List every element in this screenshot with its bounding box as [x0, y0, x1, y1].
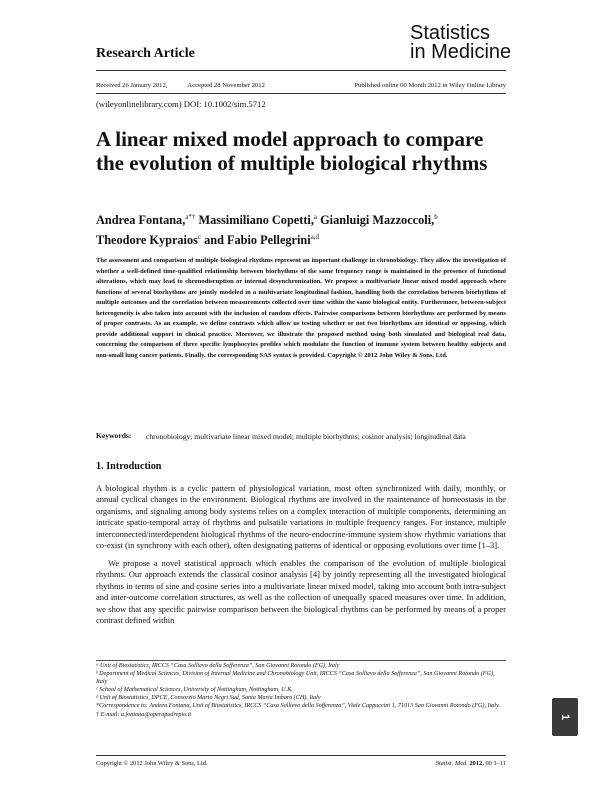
header-rule	[96, 70, 506, 71]
keywords-text: chronobiology; multivariate linear mixed model; multiple biorhythms; cosinor analysis; longitudinal data	[146, 432, 466, 441]
author-pellegrini: and Fabio Pellegrini$^{a,d}$	[204, 233, 320, 247]
intro-paragraph-2: We propose a novel statistical approach which enables the comparison of the evolution of multiple biological rhythms. Our approach extends the classical cosinor analysis [4] by jointly representing all the investigated biological rhythms in terms of sine and cosine series into a multivariate linear mixed model, taking into account both intra-subject and inter-outcome correlation structures, as well as the collection of unequally spaced measures over time. In addition, we show that any specific pairwise comparison between the biological rhythms can be performed by means of a proper contrast defined within	[96, 557, 506, 625]
footnote-correspondence: *Correspondence to: Andrea Fontana, Unit of Biostatistics, IRCCS “Casa Sollievo della Sofferenza”, Viale Cappuccini 1, 71013 San Giovanni Rotondo (FG), Italy.	[96, 703, 500, 710]
journal-name-line1: Statistics	[410, 22, 491, 44]
footer-rule	[96, 755, 506, 756]
footnotes	[96, 662, 506, 719]
intro-body	[96, 483, 506, 632]
footnote-affiliation-a: ᵃ Unit of Biostatistics, IRCCS “Casa Sollievo della Sofferenza”, San Giovanni Rotondo (FG), Italy	[96, 663, 340, 669]
page-number: 1	[559, 713, 571, 721]
author-fontana: Andrea Fontana,$^{a*\dagger}$	[96, 213, 196, 227]
footnote-affiliation-c: ᶜ School of Mathematical Sciences, University of Nottingham, Nottingham, U.K.	[96, 687, 293, 694]
journal-name-line2: in Medicine	[410, 41, 512, 63]
author-copetti: Massimiliano Copetti,$^a$	[198, 213, 318, 227]
author-mazzoccoli: Gianluigi Mazzoccoli,$^b$	[320, 213, 438, 227]
footnote-affiliation-d: ᵈ Unit of Biostatistics, DPCE, Consorzio Mario Negri Sud, Santa Maria Imbaro (CH), Italy	[96, 695, 321, 702]
journal-logo	[410, 24, 511, 62]
intro-paragraph-1: A biological rhythm is a cyclic pattern of physiological variation, most often synchronized with daily, monthly, or annual cyclical changes in the environment. Biological rhythms are involved in the maintenance of homeostasis in the organisms, and signaling among body systems relies on a complex interaction of multiple components, determining an intricate spatio-temporal array of rhythms and pulsatile variations in multiple frequency ranges. For instance, multiple interconnected/interdependent biological rhythms of the neuro-endocrine-immune system show rhythmic variations that co-exist (in synchrony with each other), often designating patterns of identical or opposing evolutions over time [1–3].	[96, 483, 506, 551]
received-date: Received 26 January 2012,	[96, 82, 168, 89]
keywords-label: Keywords:	[96, 431, 132, 440]
abstract: The assessment and comparison of multiple biological rhythms represent an important challenge in chronobiology. They allow the investigation of whether a well-defined time-qualified relationship between biorhythms of the same frequency range is maintained in the presence of functional alterations, which may lead to chronodisruption or internal desynchronization. We propose a multivariate linear mixed model approach where functions of several biorhythms are jointly modeled in a multivariate longitudinal fashion, handling both the correlation between biorhythms of multiple outcomes and the correlation between measurements collected over time within the same biological entity. Furthermore, between-subject heterogeneity is also taken into account with the inclusion of random effects. Pairwise comparisons between biorhythms are performed by means of proper contrasts. As an example, we define contrasts which allow us testing whether or not two biorhythms are identical or opposing, which provide additional support in clinical practice. Moreover, we illustrate the proposed method using both simulated and biological real data, concerning the comparison of three specific lymphocytes profiles which modulate the function of immune system between healthy subjects and non-small lung cancer patients. Finally, the corresponding SAS syntax is provided. Copyright © 2012 John Wiley & Sons, Ltd.	[96, 257, 506, 359]
article-title: A linear mixed model approach to compare the evolution of multiple biological rhythms	[96, 127, 488, 175]
page-number-tab	[552, 698, 578, 736]
doi-line[interactable]: (wileyonlinelibrary.com) DOI: 10.1002/sim.5712	[96, 99, 266, 109]
dates-rule	[96, 93, 506, 94]
footer-copyright: Copyright © 2012 John Wiley & Sons, Ltd.	[96, 760, 208, 767]
footnote-affiliation-b: ᵇ Department of Medical Sciences, Division of Internal Medicine and Chronobiology Unit, IRCCS “Casa Sollievo della Sofferenza”, San Giovanni Rotondo (FG), Italy	[96, 671, 495, 686]
author-list	[96, 209, 516, 249]
footer-citation: Statist. Med. 2012, 00 1–11	[435, 760, 506, 767]
article-type: Research Article	[96, 46, 195, 61]
accepted-date: Accepted 28 November 2012	[187, 82, 265, 89]
footnote-email[interactable]: † E-mail: a.fontana@operapadrepio.it	[96, 711, 192, 718]
footnote-rule	[96, 660, 506, 661]
page-footer	[96, 760, 506, 767]
section-heading: 1. Introduction	[96, 461, 162, 472]
publication-dates	[96, 82, 506, 89]
author-kypraios: Theodore Kypraios$^c$	[96, 233, 202, 247]
published-date: Published online 00 Month 2012 in Wiley Online Library	[354, 82, 506, 89]
